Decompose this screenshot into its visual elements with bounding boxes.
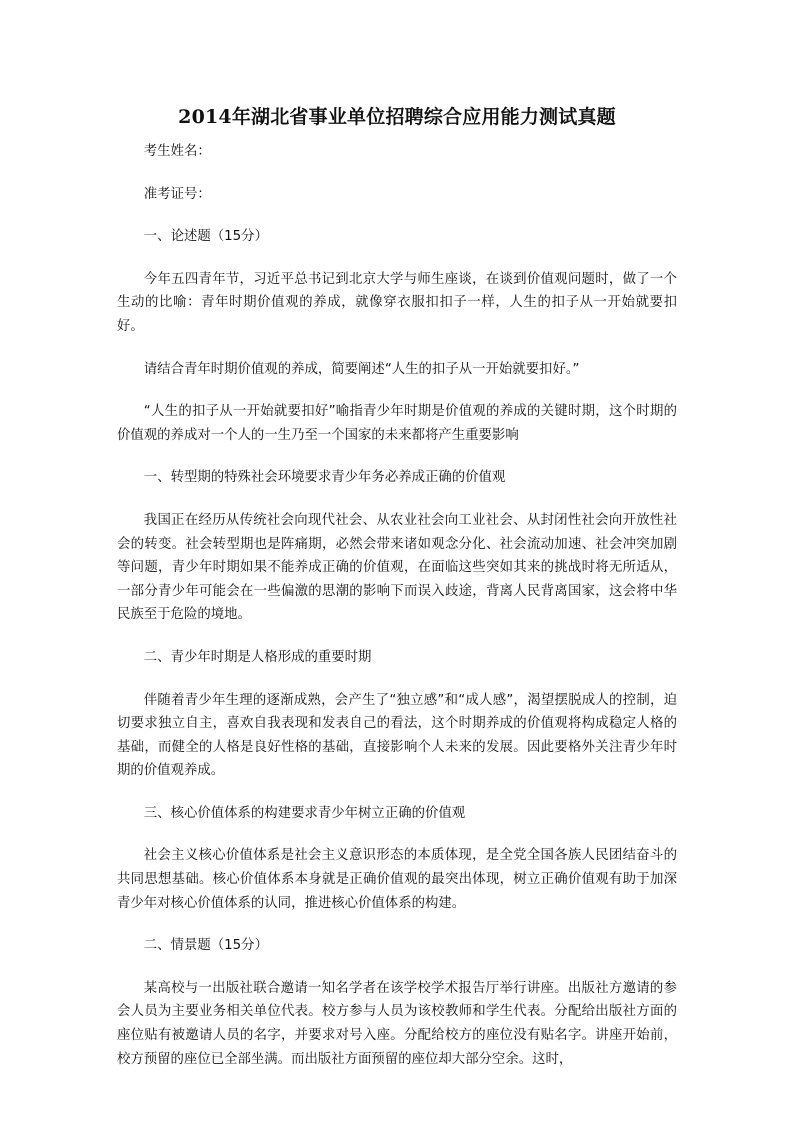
section-1-paragraph-2: 请结合青年时期价值观的养成，简要阐述“人生的扣子从一开始就要扣好。” [143, 361, 580, 377]
document-body [117, 140, 677, 1071]
section-1-paragraph-3: “人生的扣子从一开始就要扣好”喻指青少年时期是价值观的养成的关键时期，这个时期的价值观的养成对一个人的一生乃至一个国家的未来都将产生重要影响 [117, 404, 677, 443]
point-2-text: 伴随着青少年生理的逐渐成熟，会产生了“独立感”和“成人感”，渴望摆脱成人的控制，迫切要求独立自主，喜欢自我表现和发表自己的看法，这个时期养成的价值观将构成稳定人格的基础，而健全的人格是良好性格的基础，直接影响个人未来的发展。因此要格外关注青少年时期的价值观养成。 [117, 692, 677, 779]
point-1-heading: 一、转型期的特殊社会环境要求青少年务必养成正确的价值观 [143, 470, 506, 486]
exam-id-label: 准考证号： [143, 186, 211, 202]
section-2-paragraph-1: 某高校与一出版社联合邀请一知名学者在该学校学术报告厅举行讲座。出版社方邀请的参会人员为主要业务相关单位代表。校方参与人员为该校教师和学生代表。分配给出版社方面的座位贴有被邀请人员的名字，并要求对号入座。分配给校方的座位没有贴名字。讲座开始前，校方预留的座位已全部坐满。而出版社方面预留的座位却大部分空余。这时， [117, 980, 677, 1067]
candidate-name-label: 考生姓名： [143, 144, 211, 159]
point-2-heading: 二、青少年时期是人格形成的重要时期 [143, 649, 372, 665]
point-3-text: 社会主义核心价值体系是社会主义意识形态的本质体现，是全党全国各族人民团结奋斗的共同思想基础。核心价值体系本身就是正确价值观的最突出体现，树立正确价值观有助于加深青少年对核心价值体系的认同，推进核心价值体系的构建。 [117, 848, 677, 911]
point-1-text: 我国正在经历从传统社会向现代社会、从农业社会向工业社会、从封闭性社会向开放性社会的转变。社会转型期也是阵痛期，必然会带来诸如观念分化、社会流动加速、社会冲突加剧等问题，青少年时期如果不能养成正确的价值观，在面临这些突如其来的挑战时将无所适从，一部分青少年可能会在一些偏激的思潮的影响下而误入歧途，背离人民背离国家，这会将中华民族至于危险的境地。 [117, 512, 677, 623]
section-1-paragraph-1: 今年五四青年节，习近平总书记到北京大学与师生座谈，在谈到价值观问题时，做了一个生动的比喻：青年时期价值观的养成，就像穿衣服扣扣子一样，人生的扣子从一开始就要扣好。 [117, 271, 677, 334]
section-1-heading: 一、论述题（15分） [143, 229, 268, 245]
point-3-heading: 三、核心价值体系的构建要求青少年树立正确的价值观 [143, 805, 466, 821]
section-2-heading: 二、情景题（15分） [143, 938, 268, 954]
document-title: 2014年湖北省事业单位招聘综合应用能力测试真题 [178, 106, 616, 128]
